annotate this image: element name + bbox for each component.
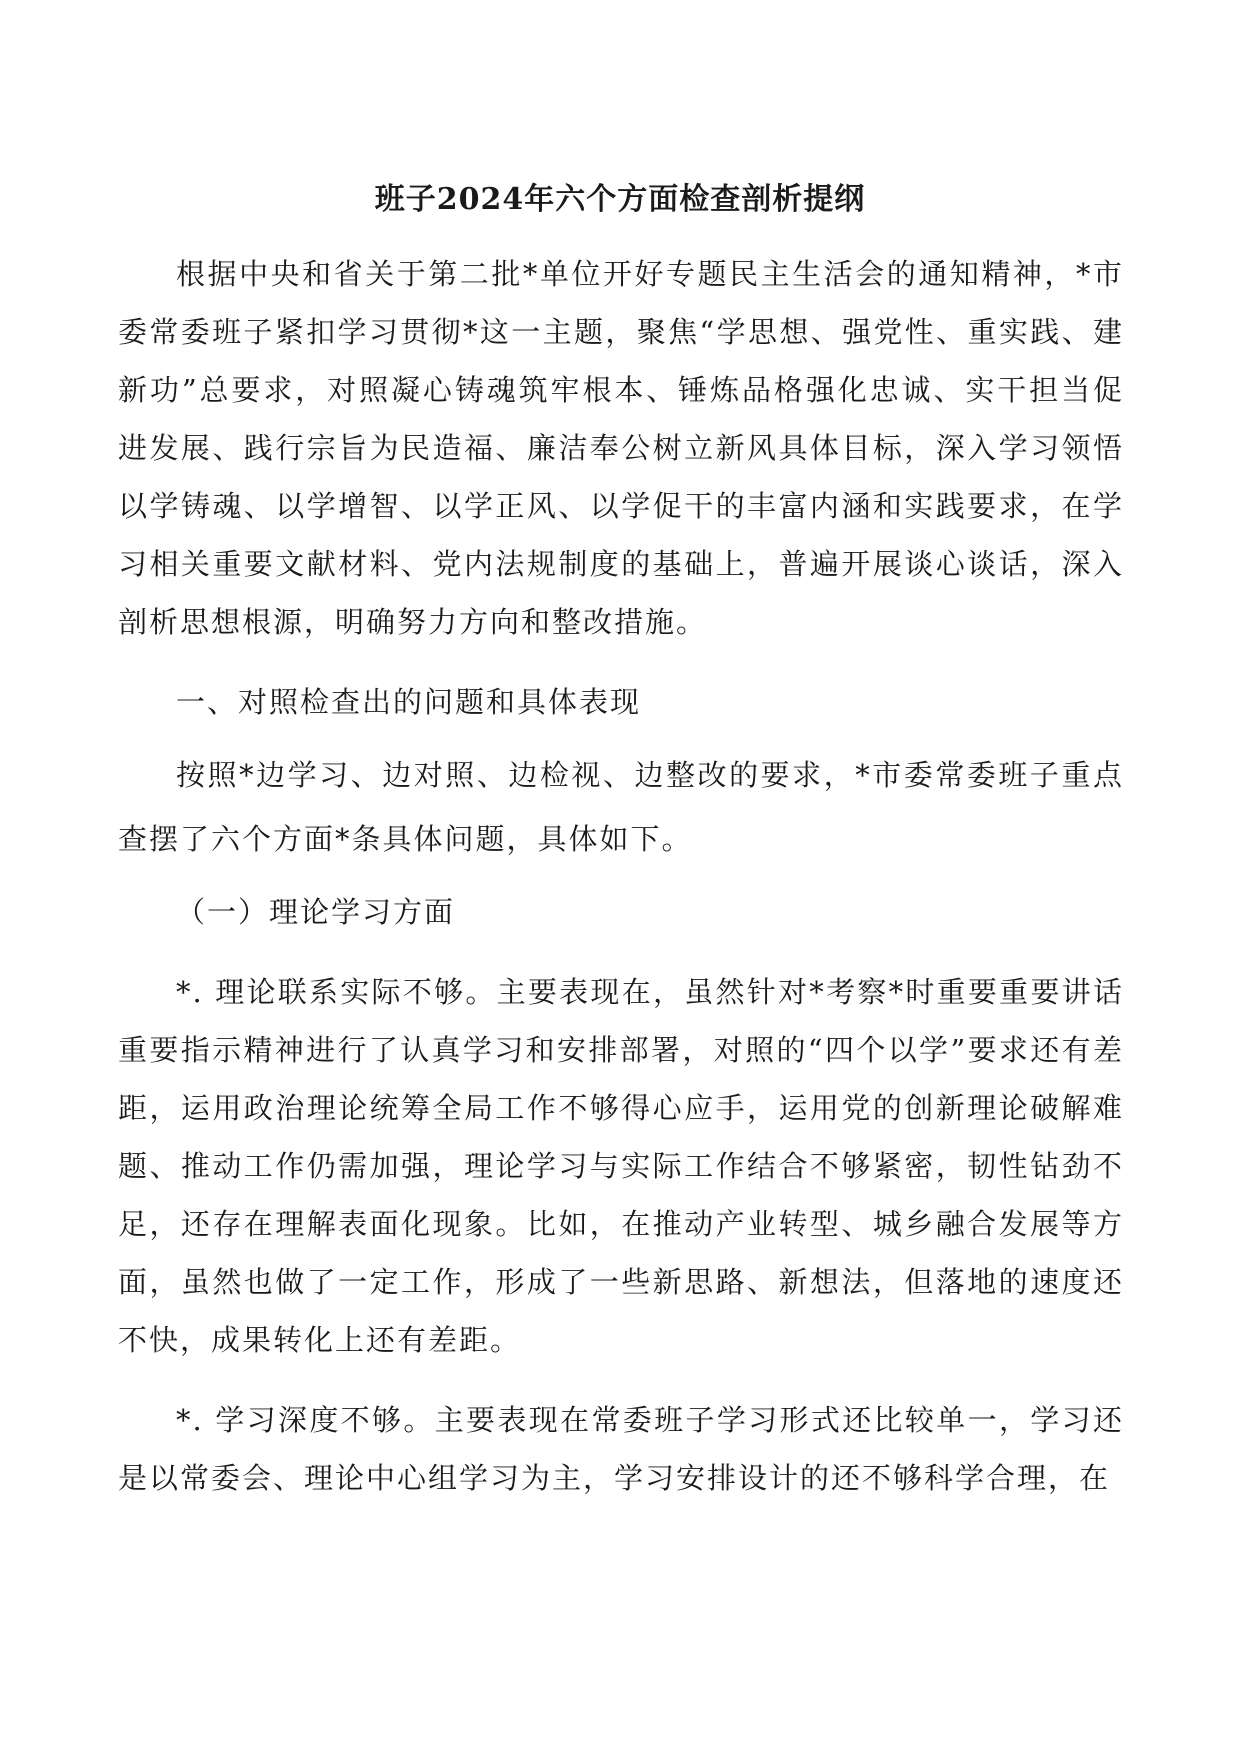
subsection-heading: （一）理论学习方面	[176, 895, 456, 929]
intro-paragraph: 根据中央和省关于第二批*单位开好专题民主生活会的通知精神，*市委常委班子紧扣学习贯彻*这一主题，聚焦“学思想、强党性、重实践、建新功”总要求，对照凝心铸魂筑牢根本、锤炼品格强化忠诚、实干担当促进发展、践行宗旨为民造福、廉洁奉公树立新风具体目标，深入学习领悟以学铸魂、以学增智、以学正风、以学促干的丰富内涵和实践要求，在学习相关重要文献材料、党内法规制度的基础上，普遍开展谈心谈话，深入剖析思想根源，明确努力方向和整改措施。	[118, 257, 1124, 639]
document-title: 班子2024年六个方面检查剖析提纲	[374, 182, 866, 217]
issue-paragraph: *. 学习深度不够。主要表现在常委班子学习形式还比较单一，学习还是以常委会、理论中心组学习为主，学习安排设计的还不够科学合理，在	[118, 1403, 1124, 1495]
document-body	[118, 245, 1124, 1507]
issue-paragraph: *. 理论联系实际不够。主要表现在，虽然针对*考察*时重要重要讲话重要指示精神进行了认真学习和安排部署，对照的“四个以学”要求还有差距，运用政治理论统筹全局工作不够得心应手，运用党的创新理论破解难题、推动工作仍需加强，理论学习与实际工作结合不够紧密，韧性钻劲不足，还存在理解表面化现象。比如，在推动产业转型、城乡融合发展等方面，虽然也做了一定工作，形成了一些新思路、新想法，但落地的速度还不快，成果转化上还有差距。	[118, 975, 1124, 1357]
section-intro-paragraph: 按照*边学习、边对照、边检视、边整改的要求，*市委常委班子重点查摆了六个方面*条具体问题，具体如下。	[118, 758, 1124, 856]
section-heading: 一、对照检查出的问题和具体表现	[176, 685, 642, 719]
